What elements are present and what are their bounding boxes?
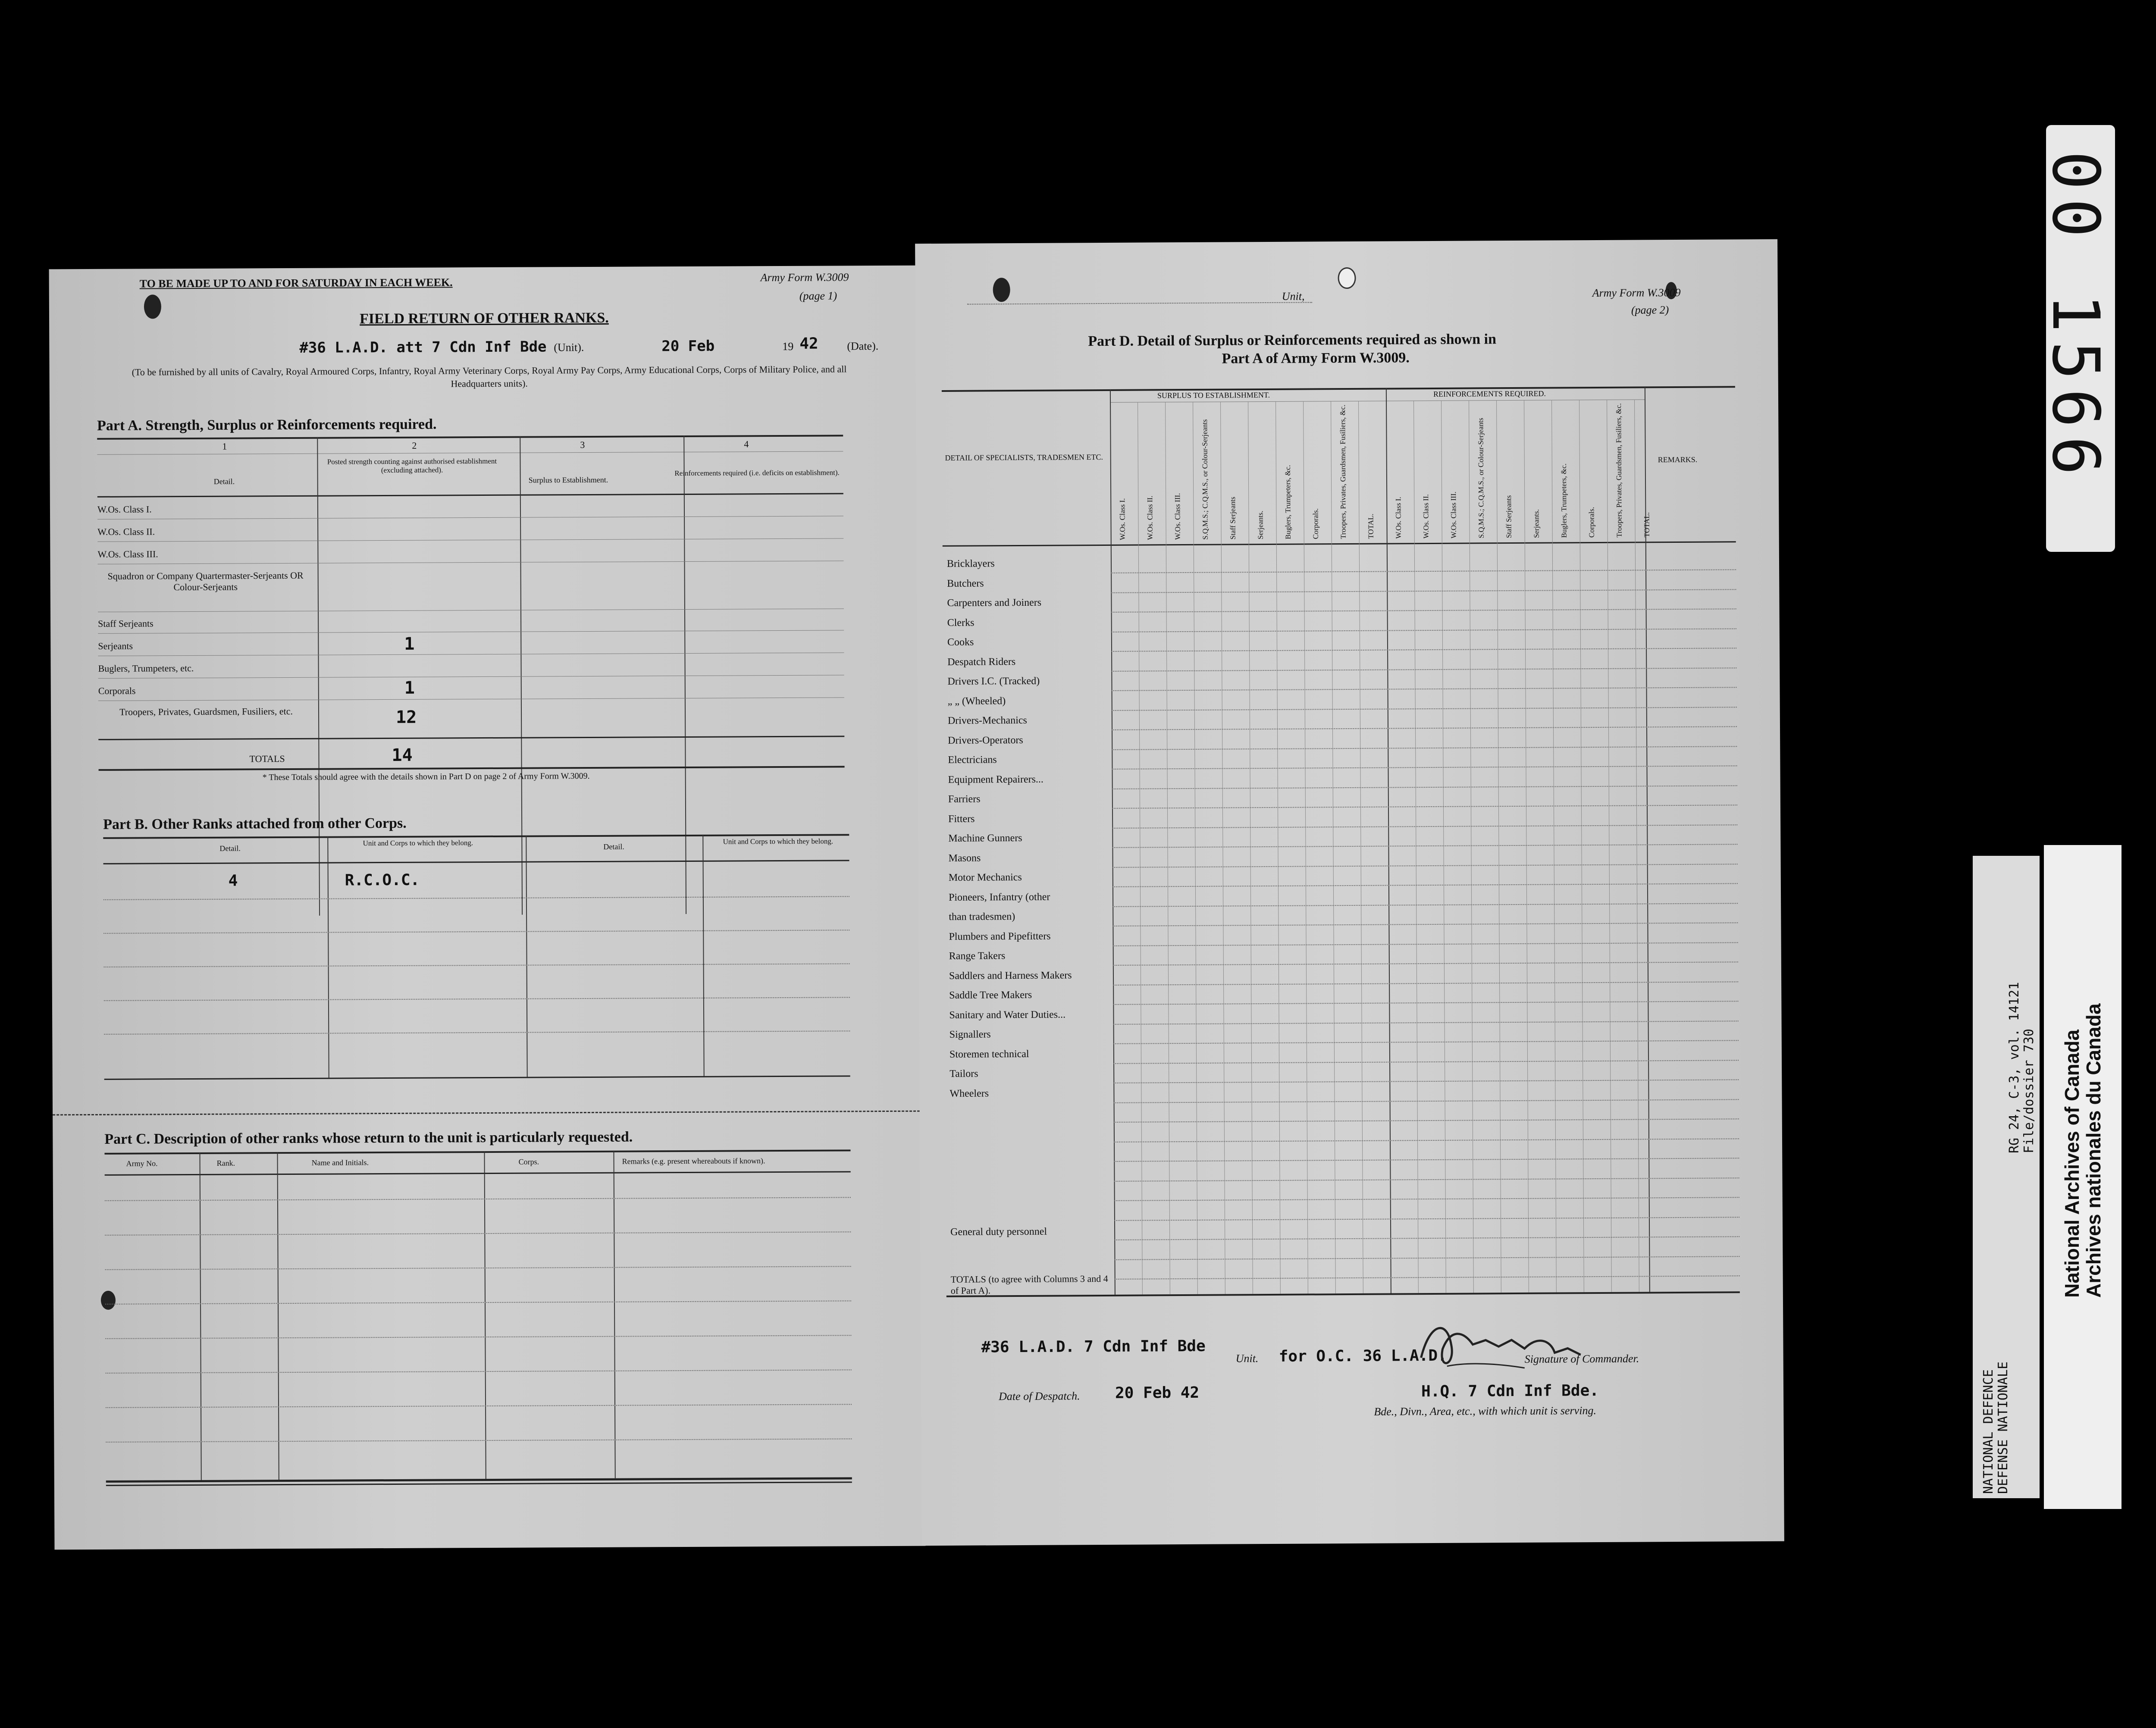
partC-col-head: Remarks (e.g. present whereabouts if known).	[622, 1156, 765, 1166]
trade-row-label: Equipment Repairers...	[948, 773, 1044, 786]
row-label: W.Os. Class III.	[97, 548, 158, 560]
rule	[103, 930, 849, 934]
rule	[1111, 608, 1736, 613]
partC-col-head: Army No.	[126, 1159, 158, 1168]
partC-title: Part C. Description of other ranks whose return to the unit is particularly requested.	[104, 1129, 633, 1147]
rank-col-head: Serjeants.	[1256, 510, 1265, 540]
archive-reference-label	[1973, 856, 2040, 1498]
rule	[1113, 942, 1738, 946]
rule	[1111, 648, 1736, 652]
rank-col-head: Serjeants.	[1532, 509, 1541, 538]
col-divider	[613, 1151, 615, 1478]
rank-col-head: W.Os. Class I.	[1394, 497, 1403, 539]
signature-caption: Signature of Commander.	[1524, 1352, 1639, 1365]
trade-row-label: Electricians	[948, 754, 997, 766]
rank-col-head: TOTAL.	[1642, 512, 1651, 538]
rule	[1113, 981, 1738, 986]
trade-row-label: Range Takers	[949, 950, 1006, 962]
rule	[106, 1481, 852, 1486]
rank-col-head: Troopers, Privates, Guardsmen, Fusiliers, &c.	[1338, 404, 1348, 539]
rank-col-head: Staff Serjeants	[1504, 495, 1513, 538]
trade-row-label: Storemen technical	[949, 1048, 1029, 1060]
rule	[98, 697, 844, 701]
rank-col-head: W.Os. Class III.	[1449, 491, 1458, 538]
rule	[1112, 805, 1737, 809]
reinforcements-head: REINFORCEMENTS REQUIRED.	[1433, 389, 1546, 398]
reference-volume: RG 24, C-3, vol. 14121	[2007, 982, 2022, 1153]
partB-detail-value: 4	[228, 872, 238, 890]
rule	[105, 1197, 851, 1201]
partA-footnote: * These Totals should agree with the details shown in Part D on page 2 of Army Form W.3009.	[262, 771, 590, 783]
rule	[106, 1438, 852, 1443]
trade-row-label: Plumbers and Pipefitters	[949, 930, 1051, 942]
unit-caption: Unit.	[1235, 1352, 1259, 1365]
department-line	[1981, 1362, 2011, 1494]
rule	[1112, 785, 1737, 789]
form-page-1	[49, 266, 926, 1550]
rank-col-head: W.Os. Class II.	[1146, 495, 1154, 540]
partB-corps-value: R.C.O.C.	[345, 871, 420, 889]
rule	[1114, 1118, 1739, 1123]
rank-col-head: S.Q.M.S.; C.Q.M.S., or Colour-Serjeants	[1200, 419, 1210, 540]
col-divider	[277, 1152, 279, 1480]
row-label: Buglers, Trumpeters, etc.	[98, 662, 194, 674]
rule	[1114, 1138, 1739, 1143]
rule	[942, 386, 1735, 392]
rule	[97, 538, 843, 542]
detail-head: DETAIL OF SPECIALISTS, TRADESMEN ETC.	[945, 452, 1103, 462]
trade-row-label: Saddle Tree Makers	[949, 989, 1032, 1001]
rule	[97, 435, 843, 440]
trade-row-label: Drivers-Operators	[948, 734, 1023, 746]
rule	[98, 652, 844, 656]
trade-row-label: Drivers I.C. (Tracked)	[947, 675, 1040, 687]
trade-row-label: Bricklayers	[946, 558, 995, 570]
rule	[106, 1369, 852, 1374]
form-number: Army Form W.3009	[760, 271, 849, 284]
furnish-note: (To be furnished by all units of Cavalry, Royal Armoured Corps, Infantry, Royal Army Veterinary Corps, Royal Army Pay Corps, Army Educational Corps, Corps of Military Police, and all Headquarters units).	[132, 363, 847, 389]
rule	[103, 896, 849, 900]
trade-row-label: Pioneers, Infantry (other	[948, 891, 1050, 903]
totals-note: TOTALS (to agree with Columns 3 and 4 of Part A).	[950, 1273, 1108, 1296]
rule	[1113, 1060, 1739, 1064]
trade-row-label: Masons	[948, 852, 981, 864]
rank-col-head: Corporals.	[1311, 508, 1320, 539]
trade-row-label: Sanitary and Water Duties...	[949, 1008, 1066, 1021]
brigade-value: H.Q. 7 Cdn Inf Bde.	[1421, 1381, 1599, 1401]
rule	[1112, 746, 1737, 750]
partB-col-head: Detail.	[219, 844, 241, 853]
trade-row-label: Despatch Riders	[947, 656, 1016, 668]
rule	[1113, 1021, 1739, 1025]
trade-row-label: Drivers-Mechanics	[947, 714, 1027, 726]
rank-col-head: Staff Serjeants	[1228, 497, 1237, 540]
punch-hole	[1338, 267, 1356, 289]
trade-row-label: Saddlers and Harness Makers	[949, 969, 1072, 982]
top-note: TO BE MADE UP TO AND FOR SATURDAY IN EACH WEEK.	[139, 276, 453, 290]
trade-row-label: Carpenters and Joiners	[947, 597, 1042, 609]
general-duty-label: General duty personnel	[950, 1226, 1047, 1238]
department-en: NATIONAL DEFENCE	[1981, 1369, 1996, 1494]
remarks-head: REMARKS.	[1658, 455, 1698, 464]
partC-col-head: Corps.	[518, 1157, 539, 1166]
partB-col-head: Unit and Corps to which they belong.	[723, 837, 834, 846]
rank-col-head: Buglers, Trumpeters, &c.	[1283, 465, 1292, 539]
rule	[97, 493, 843, 498]
rank-col-head: Troopers, Privates, Guardsmen, Fusiliers, &c.	[1614, 403, 1623, 538]
rule	[104, 963, 850, 967]
rule	[967, 302, 1312, 304]
rank-col-head: Corporals.	[1587, 507, 1596, 538]
trade-row-label: Cooks	[947, 636, 974, 648]
troopers-value: 12	[395, 707, 417, 727]
trade-row-label: Butchers	[947, 577, 984, 589]
rule	[1112, 765, 1737, 770]
partD-title-line1: Part D. Detail of Surplus or Reinforcements required as shown in	[1088, 331, 1497, 350]
rule	[1112, 864, 1738, 868]
surplus-head: SURPLUS TO ESTABLISHMENT.	[1157, 390, 1270, 400]
col-head-surplus: Surplus to Establishment.	[528, 475, 608, 485]
page-number: (page 2)	[1631, 304, 1669, 316]
rule	[1114, 1158, 1739, 1162]
rule	[103, 860, 849, 864]
partC-col-head: Rank.	[216, 1158, 235, 1168]
col-head-detail: Detail.	[213, 477, 235, 486]
row-label: Staff Serjeants	[98, 618, 154, 629]
trade-row-label: Signallers	[949, 1029, 991, 1040]
reference-file: File/dossier 730	[2021, 1029, 2037, 1153]
page-number: (page 1)	[799, 289, 837, 302]
rule	[1113, 1079, 1739, 1083]
totals-value: 14	[392, 745, 413, 765]
unit-value: #36 L.A.D. 7 Cdn Inf Bde	[981, 1337, 1206, 1356]
rule	[1111, 569, 1736, 573]
partB-col-head: Unit and Corps to which they belong.	[363, 839, 473, 848]
reference-line	[2007, 982, 2037, 1153]
cut-line	[53, 1111, 924, 1116]
trade-row-label: Motor Mechanics	[948, 871, 1022, 883]
trade-row-label: Wheelers	[950, 1087, 989, 1099]
col-divider	[484, 1151, 486, 1479]
row-label: W.Os. Class I.	[97, 504, 152, 515]
date-label: (Date).	[847, 340, 879, 353]
col-divider	[1110, 389, 1116, 1295]
archives-name-en: National Archives of Canada	[2061, 1029, 2083, 1298]
year-prefix: 19	[782, 340, 794, 353]
serjeants-value: 1	[404, 634, 415, 654]
rule	[1113, 961, 1738, 966]
partA-title: Part A. Strength, Surplus or Reinforcements required.	[97, 416, 437, 434]
row-label: Corporals	[98, 685, 136, 696]
frame-number-stamp	[2038, 125, 2115, 552]
rank-col-head: W.Os. Class II.	[1422, 494, 1430, 539]
archives-name	[2061, 1003, 2104, 1298]
rule	[1113, 1040, 1739, 1044]
rank-col-head: W.Os. Class I.	[1118, 498, 1127, 540]
rule	[1114, 1236, 1739, 1240]
date-value: 20 Feb	[661, 337, 715, 355]
rule	[1114, 1217, 1739, 1221]
rule	[1112, 687, 1737, 691]
col-divider	[520, 436, 523, 915]
rule	[1112, 903, 1738, 907]
row-label: Serjeants	[98, 640, 133, 651]
rule	[105, 1300, 851, 1305]
row-label: Squadron or Company Quartermaster-Serjeants OR Colour-Serjeants	[107, 570, 304, 593]
col-number: 3	[580, 439, 585, 451]
trade-row-label: Machine Gunners	[948, 832, 1022, 844]
col-divider	[1386, 388, 1391, 1293]
rank-col-head: TOTAL.	[1366, 513, 1375, 539]
rule	[98, 560, 844, 564]
trade-row-label: Farriers	[948, 793, 981, 805]
rule	[1112, 883, 1738, 887]
rank-col-head: S.Q.M.S.; C.Q.M.S., or Colour-Serjeants	[1476, 418, 1485, 538]
frame-number: 00 1566	[2038, 151, 2113, 484]
row-label: Troopers, Privates, Guardsmen, Fusiliers, etc.	[119, 705, 293, 717]
rule	[1115, 1275, 1740, 1280]
rule	[1112, 922, 1738, 927]
totals-label: TOTALS	[249, 753, 285, 764]
rule	[1112, 844, 1737, 848]
rule	[1114, 1256, 1739, 1260]
rule	[1112, 707, 1737, 711]
form-number: Army Form W.3009	[1592, 286, 1681, 300]
col-head-posted: Posted strength counting against authorised establishment (excluding attached).	[327, 457, 497, 475]
rule	[104, 1149, 850, 1155]
punch-hole	[144, 294, 161, 319]
punch-hole	[993, 278, 1010, 302]
col-divider	[526, 836, 527, 1077]
partB-col-head: Detail.	[603, 842, 624, 851]
unit-label: (Unit).	[554, 341, 584, 354]
national-archives-label	[2044, 845, 2122, 1509]
rule	[105, 1231, 851, 1236]
trade-row-label: Clerks	[947, 617, 975, 629]
rule	[1111, 589, 1736, 593]
rule	[1112, 824, 1737, 829]
rule	[104, 997, 850, 1001]
despatch-label: Date of Despatch.	[999, 1390, 1080, 1403]
form-page-2	[915, 239, 1784, 1546]
rule	[99, 766, 845, 771]
for-oc: for O.C. 36 L.A.D.	[1279, 1346, 1447, 1365]
trade-row-label: Fitters	[948, 813, 975, 825]
unit-value: #36 L.A.D. att 7 Cdn Inf Bde	[299, 338, 547, 357]
rank-col-head: W.Os. Class III.	[1173, 493, 1182, 540]
col-divider	[317, 437, 320, 916]
partC-col-head: Name and Initials.	[311, 1158, 369, 1167]
rule	[97, 451, 843, 455]
rule	[1114, 1197, 1739, 1201]
rule	[104, 1030, 850, 1035]
rule	[104, 1075, 850, 1080]
rule	[98, 608, 844, 612]
col-head-reinforcements: Reinforcements required (i.e. deficits on establishment).	[674, 468, 840, 478]
rule	[98, 736, 844, 740]
partB-title: Part B. Other Ranks attached from other Corps.	[103, 815, 407, 833]
brigade-caption: Bde., Divn., Area, etc., with which unit is serving.	[1374, 1404, 1596, 1418]
rule	[105, 1171, 851, 1176]
trade-row-label: „ „ (Wheeled)	[947, 695, 1006, 707]
rule	[1111, 667, 1736, 672]
rule	[1111, 628, 1736, 632]
rule	[106, 1404, 852, 1408]
rule	[98, 630, 844, 634]
despatch-value: 20 Feb 42	[1115, 1384, 1200, 1402]
rank-col-head: Buglers, Trumpeters, &c.	[1559, 463, 1568, 538]
commander-signature	[1412, 1314, 1594, 1379]
rule	[1114, 1177, 1739, 1182]
rule	[98, 675, 844, 679]
year-value: 42	[799, 335, 818, 353]
col-number: 4	[744, 438, 749, 450]
col-divider	[199, 1152, 201, 1480]
col-divider	[683, 435, 686, 914]
col-number: 1	[222, 441, 227, 452]
punch-hole	[101, 1291, 116, 1310]
corporals-value: 1	[404, 678, 415, 698]
rule	[97, 516, 843, 520]
unit-label: Unit,	[1282, 290, 1305, 303]
department-fr: DEFENSE NATIONALE	[1996, 1361, 2011, 1494]
rule	[943, 541, 1736, 547]
trade-row-label: than tradesmen)	[949, 911, 1015, 923]
col-divider	[702, 835, 704, 1076]
rule	[105, 1266, 851, 1270]
rule	[1114, 1099, 1739, 1103]
partD-title-line2: Part A of Army Form W.3009.	[1222, 350, 1410, 367]
col-divider	[327, 836, 329, 1078]
rule	[105, 1335, 851, 1339]
row-label: W.Os. Class II.	[97, 526, 155, 537]
trade-row-label: Tailors	[950, 1068, 978, 1080]
archives-name-fr: Archives nationales du Canada	[2082, 1003, 2105, 1298]
col-number: 2	[412, 440, 417, 451]
form-title: FIELD RETURN OF OTHER RANKS.	[359, 310, 609, 327]
rule	[1112, 726, 1737, 730]
rule	[1113, 1001, 1738, 1005]
